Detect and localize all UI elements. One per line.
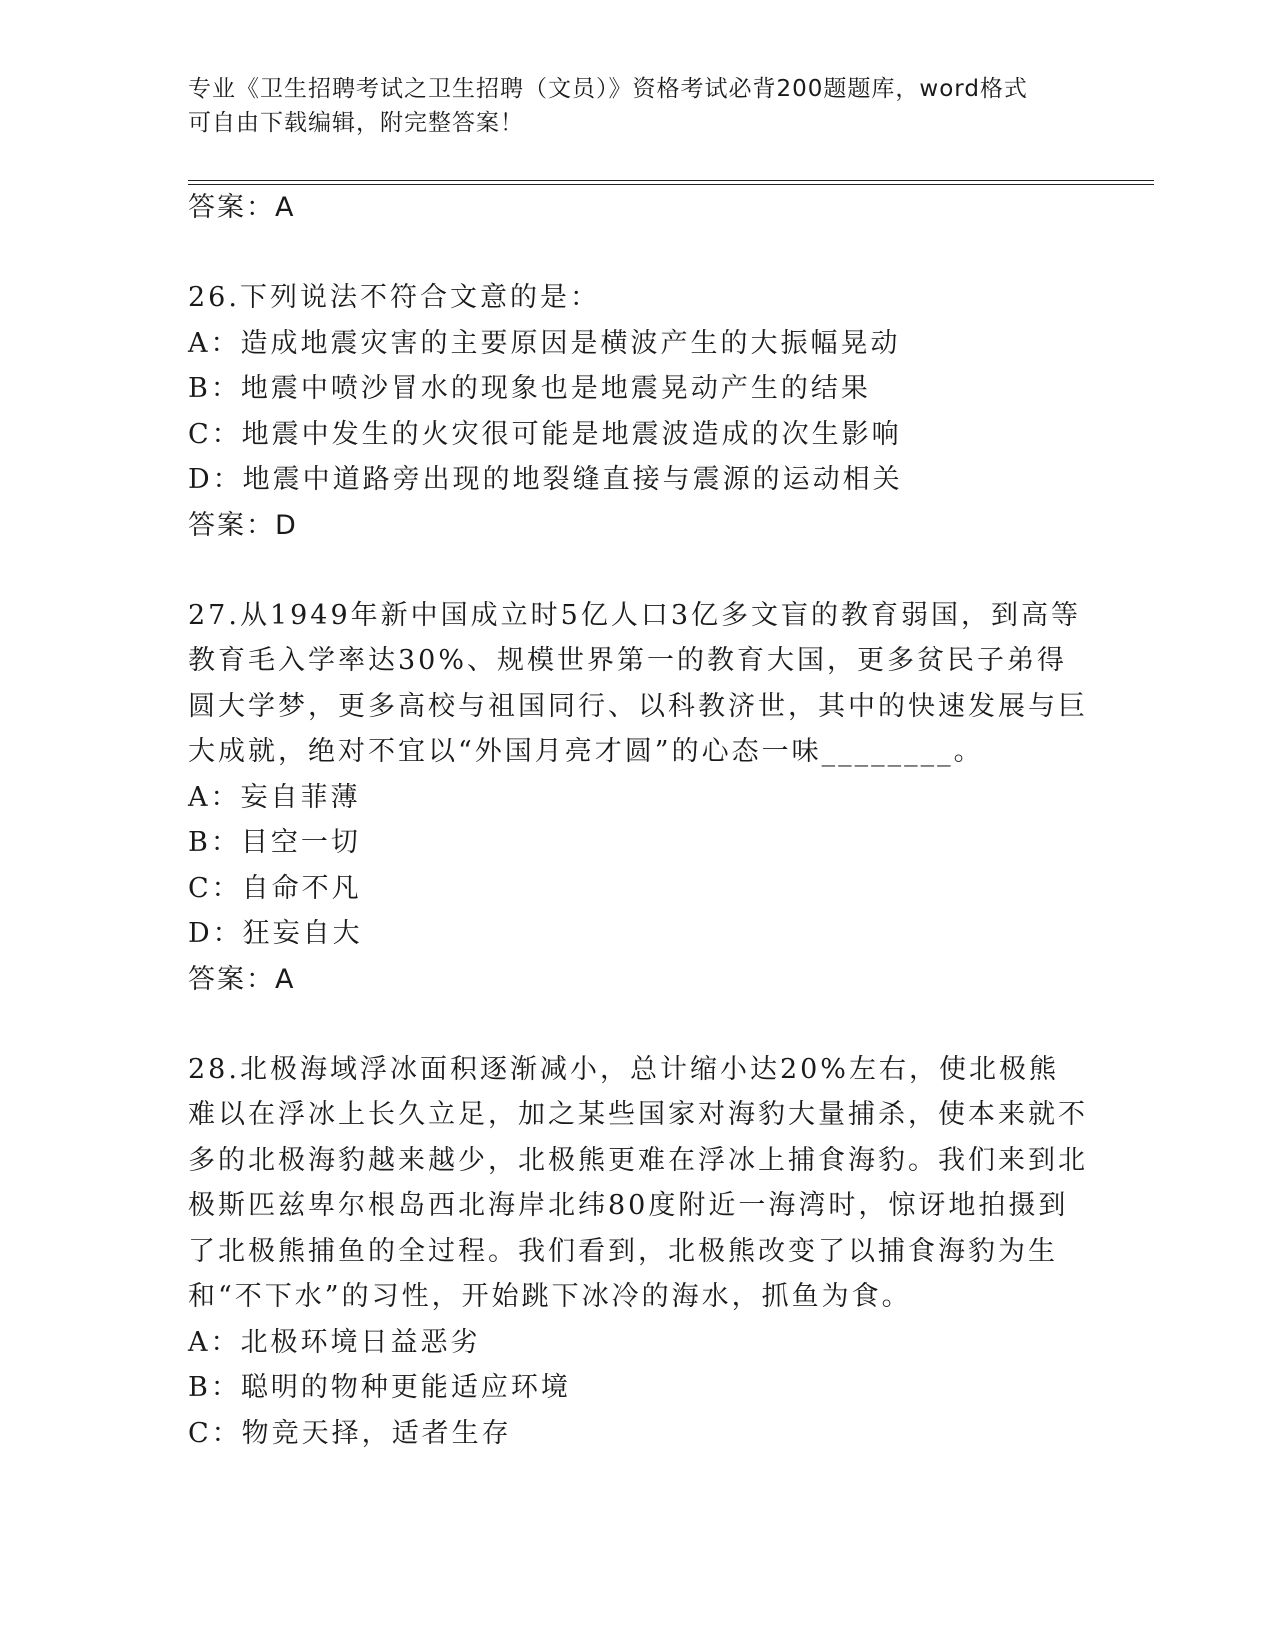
answer-label: 答案： bbox=[188, 509, 275, 541]
document-body bbox=[188, 185, 1088, 1456]
answer-value: A bbox=[275, 963, 296, 995]
option-c: C：物竞天择，适者生存 bbox=[188, 1417, 512, 1449]
answer-value: A bbox=[275, 192, 296, 223]
header-line-1: 专业《卫生招聘考试之卫生招聘（文员）》资格考试必背200题题库，word格式 bbox=[188, 76, 1028, 102]
answer-line bbox=[188, 503, 1088, 548]
header-line-2: 可自由下载编辑，附完整答案！ bbox=[188, 110, 524, 136]
answer-value: D bbox=[275, 509, 298, 541]
question-stem: 27.从1949年新中国成立时5亿人口3亿多文盲的教育弱国，到高等教育毛入学率达30%、规模世界第一的教育大国，更多贫民子弟得圆大学梦，更多高校与祖国同行、以科教济世，其中的快速发展与巨大成就，绝对不宜以“外国月亮才圆”的心态一味________。 bbox=[188, 599, 1088, 767]
question-stem: 26.下列说法不符合文意的是： bbox=[188, 282, 600, 313]
header-divider-top bbox=[188, 180, 1154, 181]
option-a: A：造成地震灾害的主要原因是横波产生的大振幅晃动 bbox=[188, 327, 901, 359]
option-a: A：北极环境日益恶劣 bbox=[188, 1326, 481, 1358]
answer-label: 答案： bbox=[188, 963, 275, 995]
option-c: C：自命不凡 bbox=[188, 872, 362, 904]
answer-line bbox=[188, 185, 1088, 230]
option-b: B：聪明的物种更能适应环境 bbox=[188, 1372, 571, 1403]
answer-line bbox=[188, 957, 1088, 1002]
question-26 bbox=[188, 275, 1088, 548]
answer-label: 答案： bbox=[188, 192, 275, 223]
question-stem: 28.北极海域浮冰面积逐渐减小，总计缩小达20%左右，使北极熊难以在浮冰上长久立足，加之某些国家对海豹大量捕杀，使本来就不多的北极海豹越来越少，北极熊更难在浮冰上捕食海豹。我们来到北极斯匹兹卑尔根岛西北海岸北纬80度附近一海湾时，惊讶地拍摄到了北极熊捕鱼的全过程。我们看到，北极熊改变了以捕食海豹为生和“不下水”的习性，开始跳下冰冷的海水，抓鱼为食。 bbox=[188, 1053, 1088, 1312]
question-28 bbox=[188, 1047, 1088, 1457]
option-a: A：妄自菲薄 bbox=[188, 781, 361, 813]
option-c: C：地震中发生的火灾很可能是地震波造成的次生影响 bbox=[188, 418, 902, 450]
document-header bbox=[188, 72, 1088, 140]
option-d: D：狂妄自大 bbox=[188, 918, 363, 949]
question-27 bbox=[188, 593, 1088, 1002]
option-d: D：地震中道路旁出现的地裂缝直接与震源的运动相关 bbox=[188, 464, 903, 495]
option-b: B：目空一切 bbox=[188, 827, 361, 858]
option-b: B：地震中喷沙冒水的现象也是地震晃动产生的结果 bbox=[188, 373, 871, 404]
